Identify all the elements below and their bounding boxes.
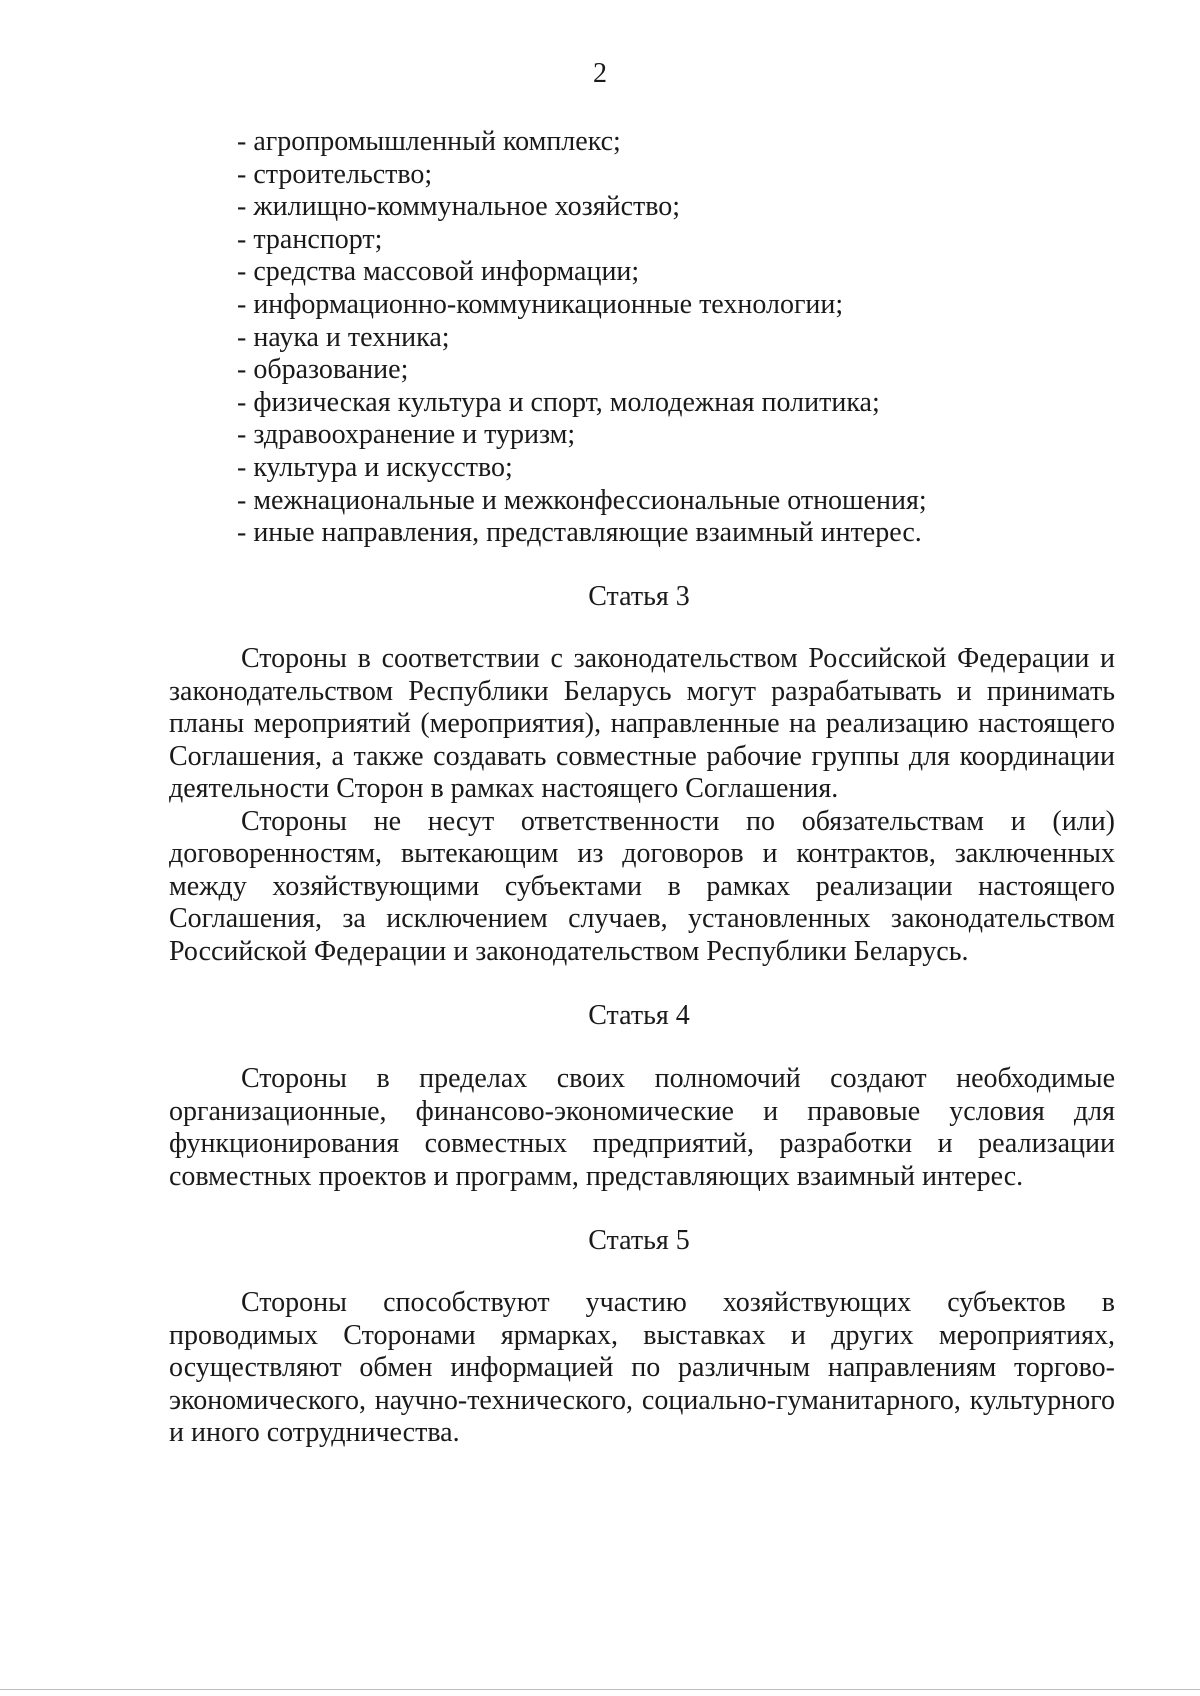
- list-item: - межнациональные и межконфессиональные отношения;: [237, 484, 927, 516]
- list-item: - иные направления, представляющие взаимный интерес.: [237, 517, 922, 549]
- list-item: - строительство;: [237, 158, 433, 190]
- article-4-heading: Статья 4: [588, 1000, 690, 1031]
- list-item: - образование;: [237, 354, 409, 386]
- list-item: - культура и искусство;: [237, 451, 513, 483]
- article-5-heading: Статья 5: [588, 1225, 690, 1256]
- list-item: - наука и техника;: [237, 321, 450, 353]
- list-item: - физическая культура и спорт, молодежная политика;: [237, 386, 880, 418]
- cooperation-areas-list: [237, 126, 927, 550]
- list-item: - агропромышленный комплекс;: [237, 126, 621, 157]
- list-item: - транспорт;: [237, 223, 383, 255]
- page-bottom-edge: [0, 1689, 1200, 1690]
- article-5-paragraph-1: Стороны способствуют участию хозяйствующих субъектов в проводимых Сторонами ярмарках, выставках и других мероприятиях, осуществляют обмен информацией по различным направлениям торгово-экономического, научно-технического, социально-гуманитарного, культурного и иного сотрудничества.: [169, 1287, 1115, 1448]
- article-3-body: [169, 643, 1115, 968]
- article-3-paragraph-2: Стороны не несут ответственности по обязательствам и (или) договоренностям, вытекающим из договоров и контрактов, заключенных между хозяйствующими субъектами в рамках реализации настоящего Соглашения, за исключением случаев, установленных законодательством Российской Федерации и законодательством Республики Беларусь.: [169, 805, 1115, 967]
- list-item: - жилищно-коммунальное хозяйство;: [237, 191, 681, 223]
- article-4-paragraph-1: Стороны в пределах своих полномочий создают необходимые организационные, финансово-экономические и правовые условия для функционирования совместных предприятий, разработки и реализации совместных проектов и программ, представляющих взаимный интерес.: [169, 1063, 1115, 1192]
- list-item: - информационно-коммуникационные технологии;: [237, 288, 844, 320]
- article-5-body: [169, 1287, 1115, 1450]
- list-item: - здравоохранение и туризм;: [237, 419, 576, 451]
- article-3-heading: Статья 3: [588, 581, 690, 612]
- article-3-paragraph-1: Стороны в соответствии с законодательством Российской Федерации и законодательством Республики Беларусь могут разрабатывать и принимать планы мероприятий (мероприятия), направленные на реализацию настоящего Соглашения, а также создавать совместные рабочие группы для координации деятельности Сторон в рамках настоящего Соглашения.: [169, 643, 1115, 804]
- page-number: 2: [593, 58, 607, 89]
- article-4-body: [169, 1063, 1115, 1193]
- list-item: - средства массовой информации;: [237, 256, 640, 288]
